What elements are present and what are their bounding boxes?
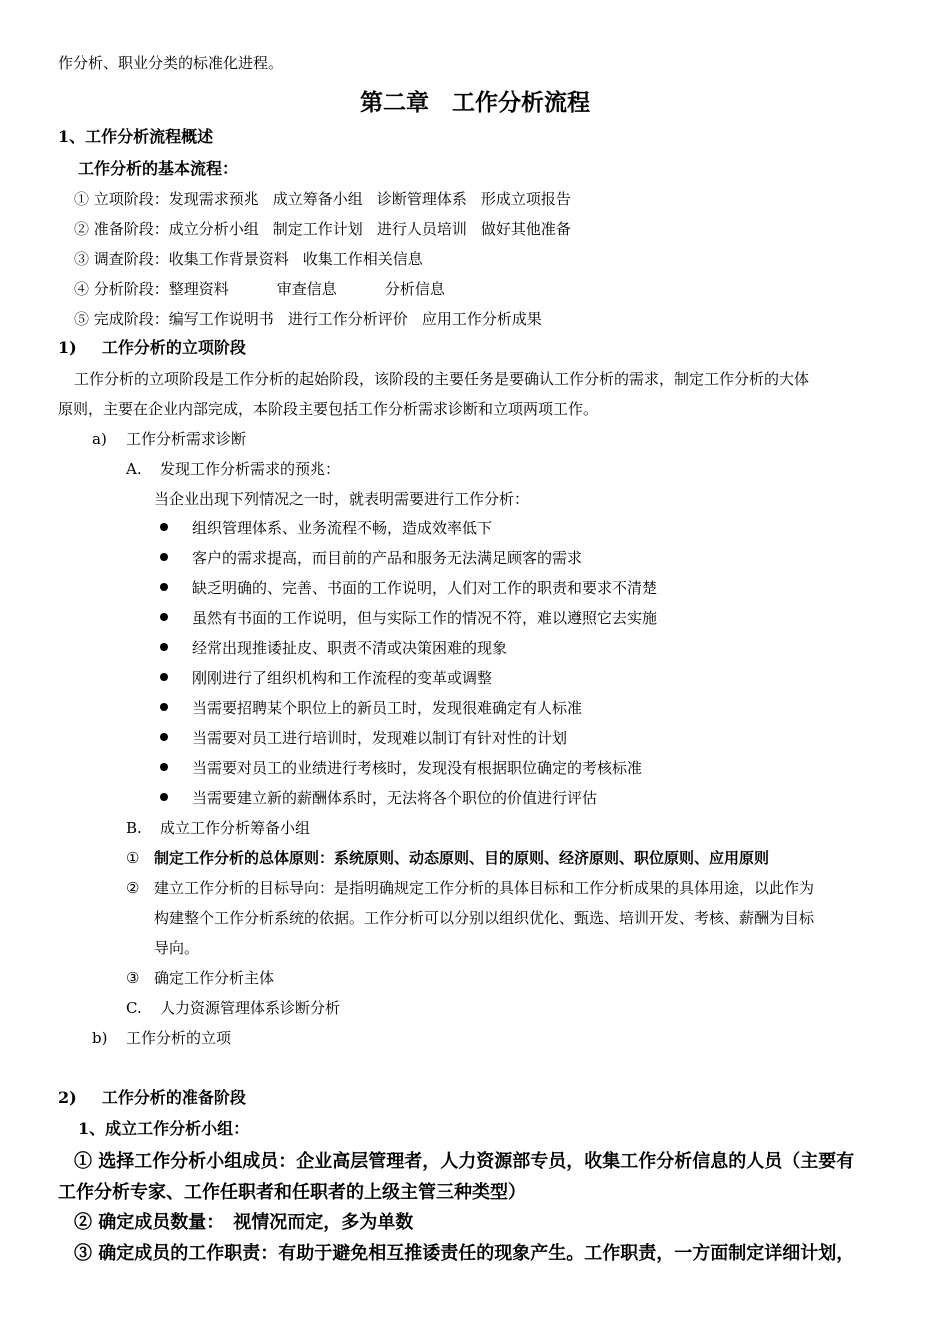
part1-heading <box>58 338 246 358</box>
stage-item: 审查信息 <box>276 280 337 298</box>
bullet-text: 当需要招聘某个职位上的新员工时，发现很难确定有人标准 <box>192 699 583 717</box>
stage-item: 进行人员培训 <box>376 220 467 238</box>
stage-item: 发现需求预兆 <box>168 190 259 208</box>
stage-item: 形成立项报告 <box>480 190 571 208</box>
list-marker: C. <box>126 999 142 1017</box>
continued-text-line: 作分析、职业分类的标准化进程。 <box>58 54 284 72</box>
stage-item: 进行工作分析评价 <box>287 310 408 328</box>
bullet-icon <box>160 673 168 681</box>
stage-item: 诊断管理体系 <box>376 190 467 208</box>
heading-text: 工作分析的立项阶段 <box>101 338 246 357</box>
list-item-text: 工作分析需求诊断 <box>126 430 247 448</box>
paragraph-line: 构建整个工作分析系统的依据。工作分析可以分别以组织优化、甄选、培训开发、考核、薪酬为目标 <box>154 909 815 927</box>
list-item-text: 制定工作分析的总体原则：系统原则、动态原则、目的原则、经济原则、职位原则、应用原则 <box>154 849 770 867</box>
bullet-text: 经常出现推诿扯皮、职责不清或决策困难的现象 <box>192 639 508 657</box>
bullet-icon <box>160 793 168 801</box>
list-item-text: 发现工作分析需求的预兆： <box>160 460 341 478</box>
bullet-icon <box>160 553 168 561</box>
stage-label: ② 准备阶段： <box>74 220 169 238</box>
list-marker: B. <box>126 819 142 837</box>
list-item-text: 成立工作分析筹备小组 <box>160 819 311 837</box>
stage-item: 成立筹备小组 <box>272 190 363 208</box>
paragraph-line: 当企业出现下列情况之一时，就表明需要进行工作分析： <box>154 490 530 508</box>
subsection-heading: 1、成立工作分析小组： <box>78 1119 250 1138</box>
stage-label: ⑤ 完成阶段： <box>74 310 169 328</box>
stage-line-1 <box>74 189 571 209</box>
stage-label: ③ 调查阶段： <box>74 250 169 268</box>
heading-text: 工作分析的准备阶段 <box>101 1088 246 1107</box>
bullet-text: 当需要对员工的业绩进行考核时，发现没有根据职位确定的考核标准 <box>192 759 643 777</box>
bullet-text: 当需要对员工进行培训时，发现难以制订有针对性的计划 <box>192 729 568 747</box>
stage-item: 成立分析小组 <box>168 220 259 238</box>
stage-line-2 <box>74 219 571 239</box>
paragraph-line: ② 确定成员数量： 视情况而定，多为单数 <box>74 1212 414 1233</box>
bullet-icon <box>160 523 168 531</box>
bullet-text: 当需要建立新的薪酬体系时，无法将各个职位的价值进行评估 <box>192 789 598 807</box>
list-marker: ② <box>126 879 140 897</box>
stage-item: 整理资料 <box>168 280 229 298</box>
list-marker: b) <box>92 1029 108 1047</box>
list-item-text: 确定工作分析主体 <box>154 969 275 987</box>
bullet-icon <box>160 643 168 651</box>
list-item-text: 人力资源管理体系诊断分析 <box>160 999 341 1017</box>
stage-line-5 <box>74 309 542 329</box>
stage-item: 制定工作计划 <box>272 220 363 238</box>
bullet-text: 缺乏明确的、完善、书面的工作说明，人们对工作的职责和要求不清楚 <box>192 579 658 597</box>
paragraph-line: 导向。 <box>154 939 200 957</box>
paragraph-line: ① 选择工作分析小组成员：企业高层管理者，人力资源部专员，收集工作分析信息的人员（主要有 <box>74 1151 855 1172</box>
section-heading: 1、工作分析流程概述 <box>58 127 214 146</box>
bullet-icon <box>160 583 168 591</box>
paragraph-line: 工作分析专家、工作任职者和任职者的上级主管三种类型） <box>58 1182 526 1203</box>
bullet-icon <box>160 703 168 711</box>
stage-item: 收集工作相关信息 <box>302 250 423 268</box>
paragraph-line: ③ 确定成员的工作职责：有助于避免相互推诿责任的现象产生。工作职责，一方面制定详细计划， <box>74 1243 855 1264</box>
stage-line-3 <box>74 249 423 269</box>
list-item-text: 工作分析的立项 <box>126 1029 232 1047</box>
stage-item: 应用工作分析成果 <box>421 310 542 328</box>
paragraph-line: 工作分析的立项阶段是工作分析的起始阶段，该阶段的主要任务是要确认工作分析的需求，制定工作分析的大体 <box>74 370 810 388</box>
part2-heading <box>58 1088 246 1108</box>
heading-number: 2) <box>58 1088 77 1107</box>
stage-item: 做好其他准备 <box>480 220 571 238</box>
list-marker: ① <box>126 849 140 867</box>
section-subheading: 工作分析的基本流程： <box>78 159 239 178</box>
bullet-text: 组织管理体系、业务流程不畅，造成效率低下 <box>192 519 493 537</box>
bullet-text: 虽然有书面的工作说明，但与实际工作的情况不符，难以遵照它去实施 <box>192 609 658 627</box>
stage-label: ① 立项阶段： <box>74 190 169 208</box>
paragraph-line: 原则，主要在企业内部完成，本阶段主要包括工作分析需求诊断和立项两项工作。 <box>58 400 599 418</box>
bullet-text: 刚刚进行了组织机构和工作流程的变革或调整 <box>192 669 493 687</box>
bullet-icon <box>160 763 168 771</box>
bullet-icon <box>160 613 168 621</box>
stage-label: ④ 分析阶段： <box>74 280 169 298</box>
stage-item: 收集工作背景资料 <box>168 250 289 268</box>
bullet-text: 客户的需求提高，而目前的产品和服务无法满足顾客的需求 <box>192 549 583 567</box>
bullet-icon <box>160 733 168 741</box>
heading-number: 1) <box>58 338 77 357</box>
stage-item: 编写工作说明书 <box>168 310 274 328</box>
list-marker: ③ <box>126 969 140 987</box>
stage-line-4 <box>74 279 445 299</box>
chapter-title: 第二章 工作分析流程 <box>360 89 590 116</box>
stage-item: 分析信息 <box>384 280 445 298</box>
list-marker: a) <box>92 430 107 448</box>
paragraph-line: 建立工作分析的目标导向：是指明确规定工作分析的具体目标和工作分析成果的具体用途，以此作为 <box>154 879 815 897</box>
list-marker: A. <box>126 460 142 478</box>
